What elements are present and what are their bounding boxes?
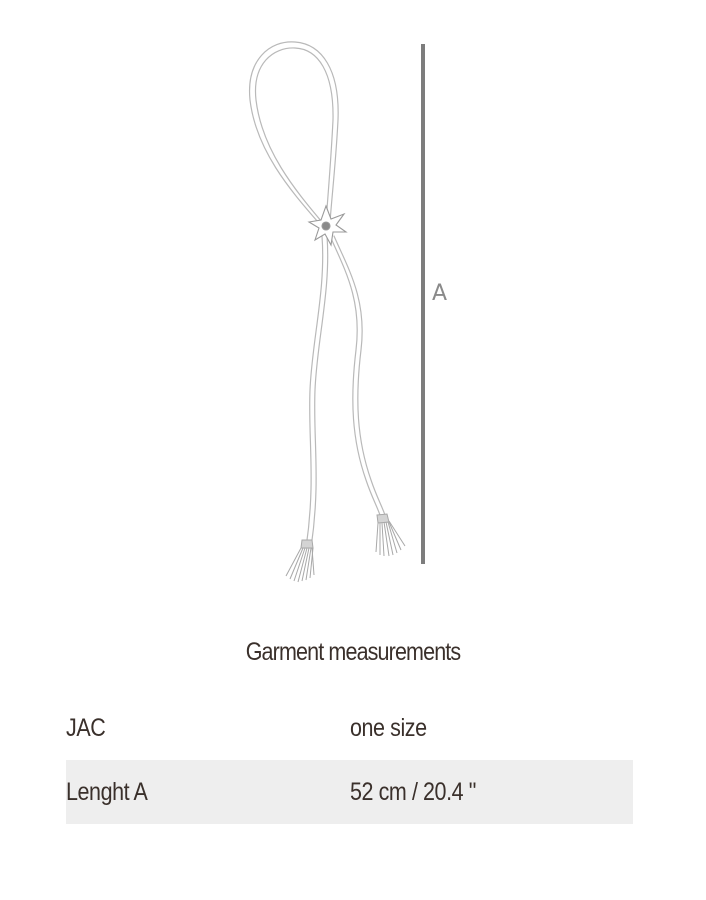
star-slide-icon — [309, 206, 346, 245]
row-label: Lenght A — [66, 760, 350, 824]
table-row — [66, 760, 633, 824]
table-row — [66, 696, 633, 760]
section-title: Garment measurements — [245, 638, 461, 666]
tassel-right-icon — [376, 514, 405, 556]
row-value: one size — [350, 713, 427, 742]
row-value: 52 cm / 20.4 " — [350, 760, 633, 824]
dimension-line-a — [421, 44, 425, 564]
measurements-table — [66, 696, 633, 824]
row-label: JAC — [66, 713, 106, 742]
cord-right — [330, 236, 381, 518]
tassel-left-icon — [286, 540, 314, 582]
dimension-label-a: A — [432, 281, 448, 306]
